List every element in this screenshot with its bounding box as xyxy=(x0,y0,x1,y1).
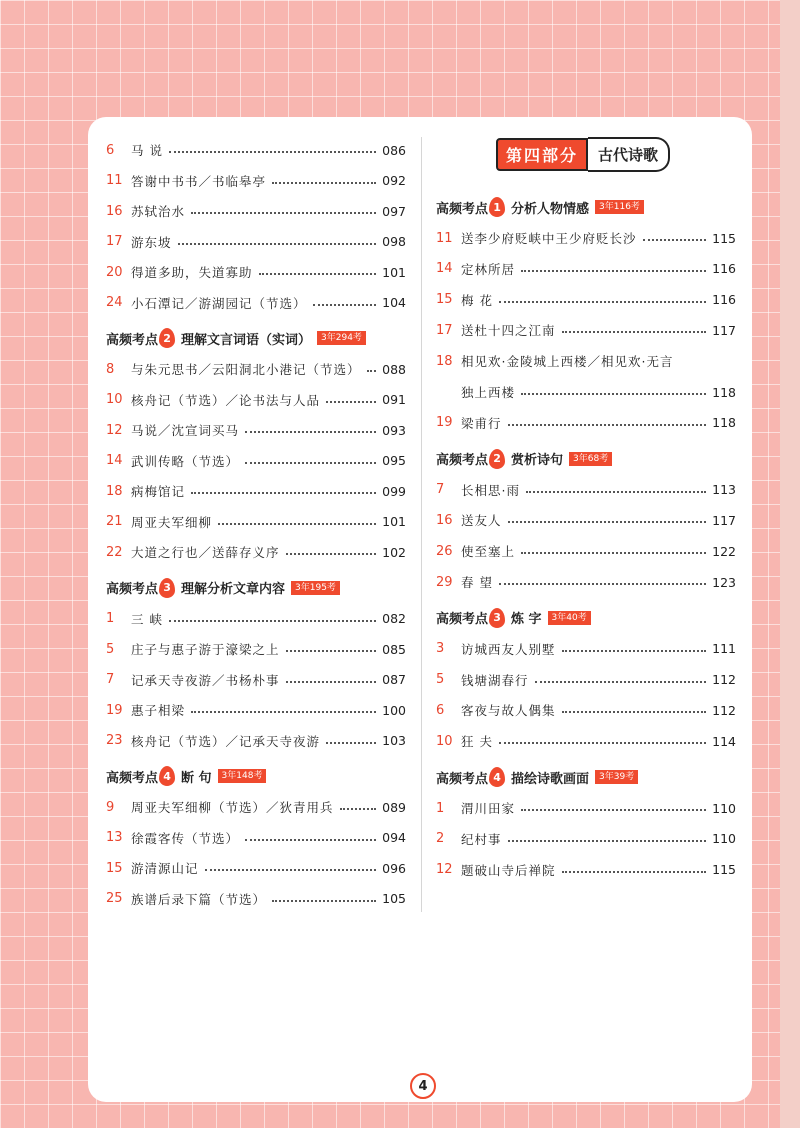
entry-number: 5 xyxy=(436,672,445,688)
dot-leader xyxy=(562,709,707,713)
dot-leader xyxy=(313,302,377,306)
dot-leader xyxy=(191,210,376,214)
entry-number: 11 xyxy=(436,230,453,246)
exam-count-badge: 3年148考 xyxy=(218,769,267,783)
entry-number: 1 xyxy=(436,800,445,816)
toc-entry[interactable] xyxy=(436,699,736,721)
toc-entry[interactable] xyxy=(106,170,406,192)
entry-title: 小石潭记／游湖园记（节选） xyxy=(131,295,307,311)
entry-page: 117 xyxy=(712,512,736,528)
entry-number: 9 xyxy=(106,799,115,815)
toc-entry[interactable] xyxy=(106,450,406,472)
section-name: 分析人物情感 xyxy=(511,201,590,217)
dot-leader xyxy=(643,237,707,241)
entry-title: 访城西友人别墅 xyxy=(461,641,556,657)
dot-leader xyxy=(326,740,376,744)
toc-entry[interactable] xyxy=(436,509,736,531)
dot-leader xyxy=(191,490,376,494)
entry-title: 族谱后录下篇（节选） xyxy=(131,891,267,907)
section-prefix: 高频考点 xyxy=(106,770,159,786)
toc-entry[interactable] xyxy=(436,227,736,249)
dot-leader xyxy=(499,299,706,303)
section-prefix: 高频考点 xyxy=(436,201,489,217)
entry-page: 086 xyxy=(382,142,406,158)
toc-entry[interactable] xyxy=(106,139,406,161)
entry-number: 15 xyxy=(436,292,453,308)
entry-page: 117 xyxy=(712,322,736,338)
entry-number: 18 xyxy=(106,483,123,499)
entry-page: 110 xyxy=(712,800,736,816)
flame-number-icon: 3 xyxy=(159,578,175,598)
flame-number-icon: 2 xyxy=(159,328,175,348)
toc-entry[interactable] xyxy=(106,669,406,691)
entry-number: 24 xyxy=(106,295,123,310)
dot-leader xyxy=(499,740,706,744)
entry-title: 惠子相梁 xyxy=(131,703,186,718)
entry-number: 2 xyxy=(436,831,445,847)
section-header xyxy=(106,326,366,350)
part-label: 第四部分 xyxy=(496,138,588,171)
entry-page: 122 xyxy=(712,543,736,559)
entry-number: 18 xyxy=(436,353,453,369)
entry-number: 8 xyxy=(106,361,115,377)
toc-entry[interactable] xyxy=(106,358,406,380)
entry-title: 马 说 xyxy=(131,143,163,158)
exam-count-badge: 3年40考 xyxy=(548,611,591,625)
entry-page: 101 xyxy=(382,264,406,280)
section-name: 炼 字 xyxy=(511,612,542,628)
entry-title: 周亚夫军细柳（节选）／狄青用兵 xyxy=(131,800,334,815)
entry-title: 游清源山记 xyxy=(131,861,199,876)
section-prefix: 高频考点 xyxy=(436,453,489,469)
exam-count-badge: 3年68考 xyxy=(569,452,612,466)
entry-number: 20 xyxy=(106,264,123,280)
entry-number: 21 xyxy=(106,514,123,529)
entry-page: 100 xyxy=(382,702,406,718)
exam-count-badge: 3年116考 xyxy=(595,200,644,214)
entry-number: 23 xyxy=(106,733,123,748)
entry-page: 116 xyxy=(712,261,736,277)
entry-title: 记承天寺夜游／书杨朴事 xyxy=(131,672,280,688)
dot-leader xyxy=(521,807,706,811)
entry-page: 099 xyxy=(382,483,406,499)
entry-page: 116 xyxy=(712,292,736,308)
toc-entry[interactable] xyxy=(106,608,406,630)
entry-page: 115 xyxy=(712,230,736,246)
entry-title: 送杜十四之江南 xyxy=(461,323,556,339)
dot-leader xyxy=(499,581,706,585)
entry-page: 118 xyxy=(712,384,736,400)
dot-leader xyxy=(521,391,706,395)
entry-page: 096 xyxy=(382,860,406,876)
entry-number: 13 xyxy=(106,830,123,845)
section-name: 赏析诗句 xyxy=(511,453,564,469)
entry-page: 093 xyxy=(382,422,406,438)
section-prefix: 高频考点 xyxy=(106,332,159,348)
toc-entry[interactable] xyxy=(436,412,736,434)
entry-number: 7 xyxy=(106,672,115,687)
dot-leader xyxy=(272,180,376,184)
section-prefix: 高频考点 xyxy=(436,771,489,787)
dot-leader xyxy=(286,648,377,652)
toc-entry[interactable] xyxy=(106,699,406,721)
entry-title: 春 望 xyxy=(461,575,493,590)
entry-page: 115 xyxy=(712,862,736,878)
dot-leader xyxy=(178,241,377,245)
entry-number: 12 xyxy=(436,862,453,878)
exam-count-badge: 3年195考 xyxy=(291,581,340,595)
entry-page: 085 xyxy=(382,641,406,657)
section-prefix: 高频考点 xyxy=(106,582,159,597)
toc-entry[interactable] xyxy=(436,797,736,819)
entry-number: 19 xyxy=(436,415,453,431)
section-name: 理解分析文章内容 xyxy=(181,582,286,597)
part-banner xyxy=(496,139,670,169)
entry-page: 103 xyxy=(382,733,406,748)
entry-page: 088 xyxy=(382,361,406,377)
entry-page: 082 xyxy=(382,611,406,626)
entry-number: 26 xyxy=(436,543,453,559)
entry-title: 梁甫行 xyxy=(461,415,502,431)
entry-number: 19 xyxy=(106,702,123,718)
toc-entry[interactable] xyxy=(436,479,736,501)
entry-number: 1 xyxy=(106,611,115,626)
toc-entry[interactable] xyxy=(106,638,406,660)
entry-title: 定林所居 xyxy=(461,261,516,277)
section-header xyxy=(436,195,644,219)
entry-page: 110 xyxy=(712,831,736,847)
entry-number: 14 xyxy=(436,261,453,277)
toc-entry[interactable] xyxy=(436,730,736,752)
page-number: 4 xyxy=(410,1073,436,1099)
section-header xyxy=(106,576,340,600)
entry-title: 马说／沈宣词买马 xyxy=(131,423,240,438)
entry-title: 渭川田家 xyxy=(461,801,516,816)
entry-page: 113 xyxy=(712,482,736,498)
dot-leader xyxy=(259,271,377,275)
page-edge-strip xyxy=(780,0,800,1128)
toc-entry[interactable] xyxy=(436,859,736,881)
entry-title: 客夜与故人偶集 xyxy=(461,703,556,719)
entry-page: 104 xyxy=(382,295,406,310)
dot-leader xyxy=(508,519,707,523)
exam-count-badge: 3年39考 xyxy=(595,770,638,784)
entry-title: 核舟记（节选）／论书法与人品 xyxy=(131,392,321,408)
part-name: 古代诗歌 xyxy=(588,137,670,172)
dot-leader xyxy=(367,368,377,372)
dot-leader xyxy=(205,867,377,871)
entry-title: 周亚夫军细柳 xyxy=(131,514,213,530)
toc-entry[interactable] xyxy=(436,258,736,280)
flame-number-icon: 1 xyxy=(489,197,505,217)
entry-title: 梅 花 xyxy=(461,292,493,308)
entry-page: 095 xyxy=(382,453,406,468)
entry-page: 087 xyxy=(382,672,406,687)
entry-number: 6 xyxy=(436,702,445,718)
column-divider xyxy=(421,137,422,912)
dot-leader xyxy=(508,422,707,426)
entry-number: 16 xyxy=(436,512,453,528)
toc-entry[interactable] xyxy=(106,857,406,879)
entry-page: 111 xyxy=(712,641,736,657)
exam-count-badge: 3年294考 xyxy=(317,331,366,345)
dot-leader xyxy=(340,806,377,810)
dot-leader xyxy=(326,399,376,403)
toc-entry[interactable] xyxy=(436,571,736,593)
entry-number: 3 xyxy=(436,641,445,657)
dot-leader xyxy=(245,460,376,464)
section-header xyxy=(436,606,591,630)
entry-number: 10 xyxy=(106,392,123,407)
toc-entry[interactable] xyxy=(436,828,736,850)
dot-leader xyxy=(562,869,707,873)
section-name: 理解文言词语（实词） xyxy=(181,332,312,348)
toc-entry[interactable] xyxy=(436,540,736,562)
toc-entry[interactable] xyxy=(106,796,406,818)
entry-page: 102 xyxy=(382,544,406,560)
entry-page: 097 xyxy=(382,203,406,219)
toc-entry[interactable] xyxy=(106,730,406,752)
entry-title: 独上西楼 xyxy=(461,385,516,400)
toc-entry[interactable] xyxy=(106,480,406,502)
entry-title: 核舟记（节选）／记承天寺夜游 xyxy=(131,733,321,749)
toc-entry[interactable] xyxy=(436,319,736,341)
section-header xyxy=(436,765,638,789)
entry-page: 094 xyxy=(382,830,406,845)
entry-page: 114 xyxy=(712,733,736,749)
entry-title: 病梅馆记 xyxy=(131,484,186,499)
entry-number: 7 xyxy=(436,482,445,498)
section-prefix: 高频考点 xyxy=(436,612,489,628)
entry-title: 与朱元思书／云阳洞北小港记（节选） xyxy=(131,362,361,377)
entry-title: 武训传略（节选） xyxy=(131,453,240,469)
toc-card xyxy=(88,117,752,1102)
entry-number: 17 xyxy=(106,234,123,249)
dot-leader xyxy=(286,551,377,555)
entry-page: 105 xyxy=(382,891,406,906)
toc-entry[interactable] xyxy=(106,292,406,314)
entry-number: 11 xyxy=(106,173,123,188)
dot-leader xyxy=(562,648,707,652)
entry-number: 12 xyxy=(106,422,123,438)
entry-number: 29 xyxy=(436,574,453,590)
entry-title: 题破山寺后禅院 xyxy=(461,862,556,878)
toc-entry[interactable] xyxy=(106,827,406,849)
entry-page: 092 xyxy=(382,173,406,188)
entry-title: 徐霞客传（节选） xyxy=(131,830,240,846)
toc-entry[interactable] xyxy=(436,381,736,403)
dot-leader xyxy=(245,837,376,841)
entry-title: 游东坡 xyxy=(131,234,172,250)
entry-title: 答谢中书书／书临皋亭 xyxy=(131,173,267,189)
entry-page: 091 xyxy=(382,392,406,407)
section-name: 描绘诗歌画面 xyxy=(511,771,590,787)
toc-entry[interactable] xyxy=(106,261,406,283)
toc-entry[interactable] xyxy=(106,541,406,563)
dot-leader xyxy=(521,268,706,272)
dot-leader xyxy=(286,679,377,683)
entry-title: 庄子与惠子游于濠梁之上 xyxy=(131,642,280,657)
entry-title: 三 峡 xyxy=(131,611,163,627)
toc-entry[interactable] xyxy=(106,888,406,910)
entry-page: 118 xyxy=(712,415,736,431)
section-name: 断 句 xyxy=(181,770,212,786)
entry-page: 089 xyxy=(382,799,406,815)
flame-number-icon: 4 xyxy=(489,767,505,787)
entry-title: 送李少府贬峡中王少府贬长沙 xyxy=(461,231,637,246)
entry-number: 5 xyxy=(106,641,115,657)
toc-entry[interactable] xyxy=(106,511,406,533)
entry-title: 狂 夫 xyxy=(461,734,493,750)
dot-leader xyxy=(169,618,376,622)
dot-leader xyxy=(245,429,376,433)
flame-number-icon: 3 xyxy=(489,608,505,628)
entry-title: 钱塘湖春行 xyxy=(461,672,529,688)
toc-entry[interactable] xyxy=(106,231,406,253)
section-header xyxy=(436,447,612,471)
entry-title: 使至塞上 xyxy=(461,544,516,560)
flame-number-icon: 4 xyxy=(159,766,175,786)
toc-entry[interactable] xyxy=(436,638,736,660)
dot-leader xyxy=(218,521,376,525)
entry-page: 112 xyxy=(712,672,736,688)
entry-number: 22 xyxy=(106,544,123,560)
toc-entry[interactable] xyxy=(106,389,406,411)
entry-page: 101 xyxy=(382,514,406,529)
entry-title: 大道之行也／送薛存义序 xyxy=(131,545,280,560)
entry-title: 送友人 xyxy=(461,513,502,529)
entry-title: 纪村事 xyxy=(461,831,502,847)
dot-leader xyxy=(521,550,706,554)
dot-leader xyxy=(169,149,376,153)
toc-entry[interactable] xyxy=(106,200,406,222)
entry-number: 17 xyxy=(436,322,453,338)
flame-number-icon: 2 xyxy=(489,449,505,469)
entry-page: 098 xyxy=(382,234,406,249)
entry-number: 15 xyxy=(106,860,123,876)
toc-entry[interactable] xyxy=(436,669,736,691)
dot-leader xyxy=(191,709,376,713)
entry-number: 14 xyxy=(106,453,123,468)
dot-leader xyxy=(526,489,706,493)
entry-title: 苏轼治水 xyxy=(131,204,186,219)
entry-page: 112 xyxy=(712,702,736,718)
toc-entry[interactable] xyxy=(436,350,736,372)
toc-entry[interactable] xyxy=(106,419,406,441)
entry-number: 6 xyxy=(106,142,115,158)
dot-leader xyxy=(535,679,707,683)
dot-leader xyxy=(508,838,707,842)
entry-number: 25 xyxy=(106,891,123,906)
toc-entry[interactable] xyxy=(436,289,736,311)
dot-leader xyxy=(562,329,707,333)
dot-leader xyxy=(272,898,376,902)
entry-number: 10 xyxy=(436,733,453,749)
section-header xyxy=(106,764,266,788)
entry-number: 16 xyxy=(106,203,123,219)
entry-page: 123 xyxy=(712,574,736,590)
entry-title: 得道多助，失道寡助 xyxy=(131,265,253,280)
entry-title: 相见欢·金陵城上西楼／相见欢·无言 xyxy=(461,354,674,370)
entry-title: 长相思·雨 xyxy=(461,482,520,498)
